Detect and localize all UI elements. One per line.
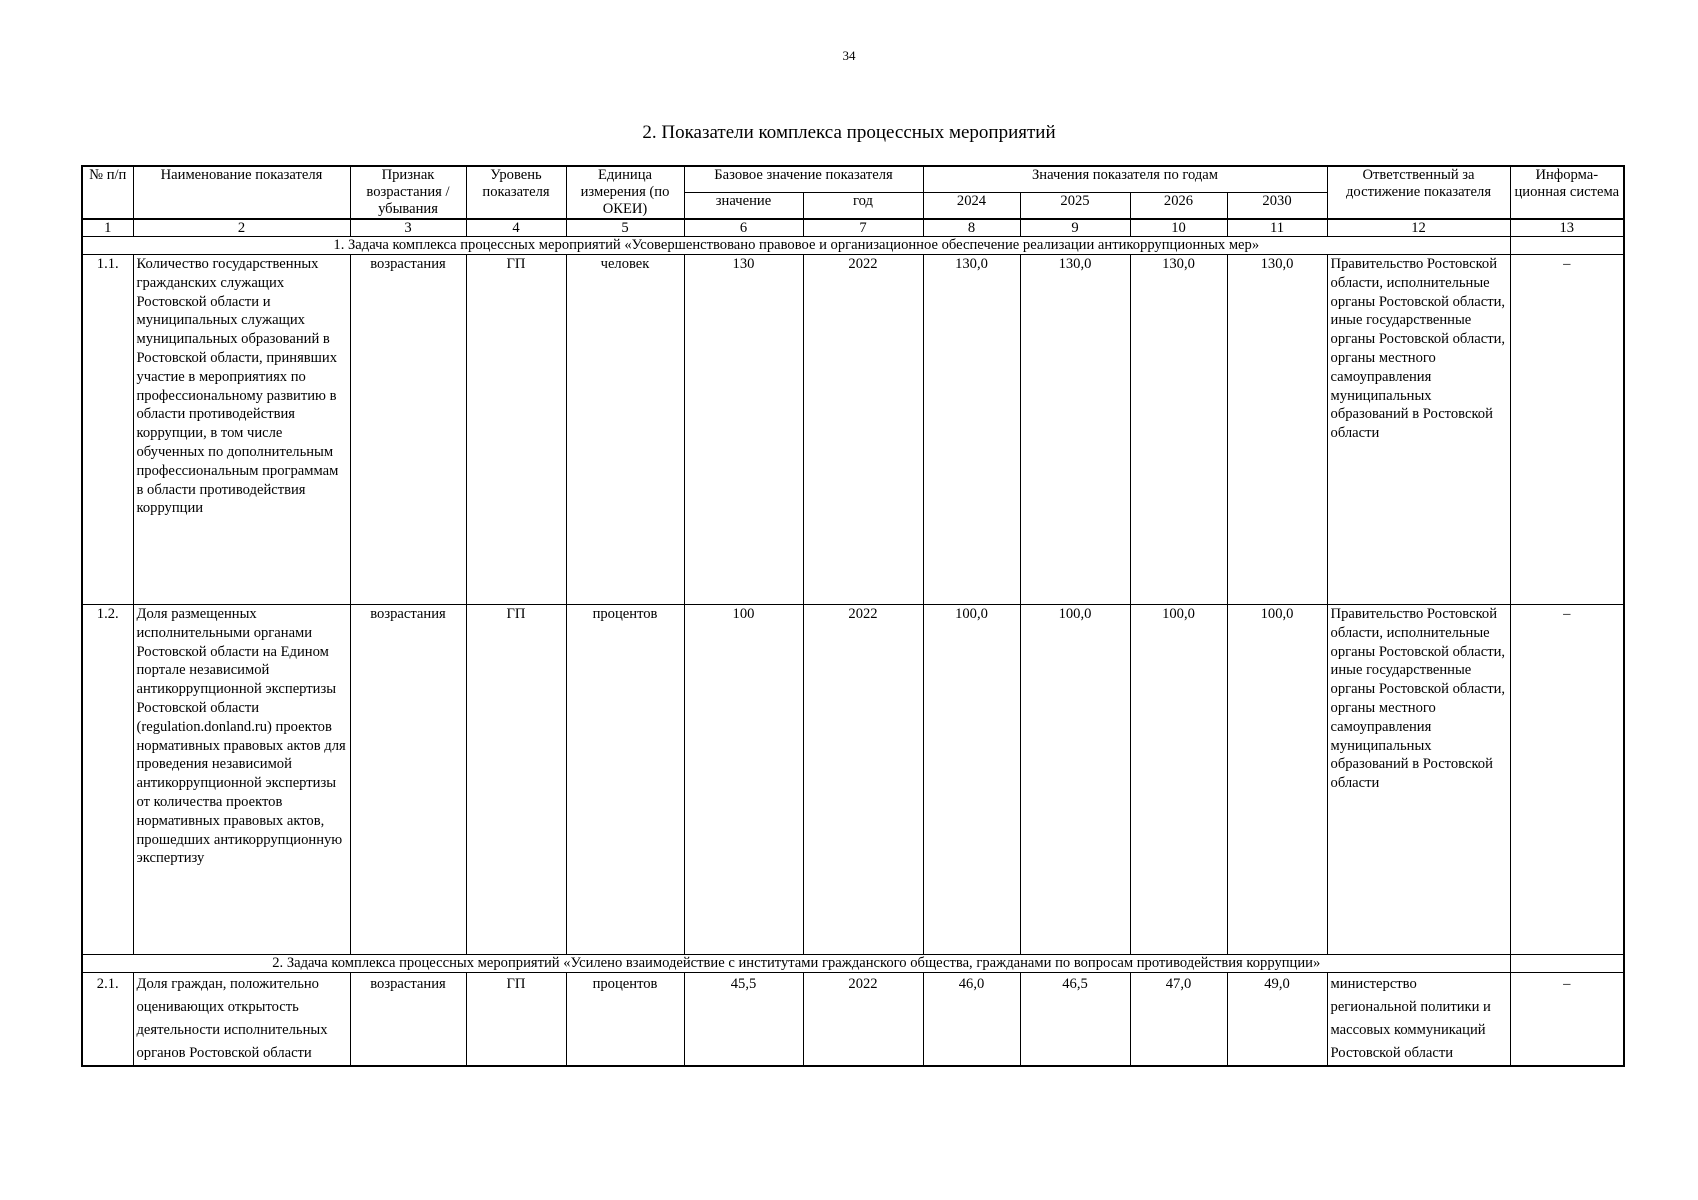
value-2024: 46,0 [923,973,1020,1067]
column-number: 11 [1227,219,1327,237]
indicator-name: Количество государственных гражданских служащих Ростовской области и муниципальных служащих муниципальных образований в Ростовской области, принявших участие в мероприятиях по профессиональному развитию в области противодействия коррупции, в том числе обученных по дополнительным профессиональным программам в области противодействия коррупции [133,255,350,605]
task-heading-row [82,955,1624,973]
indicator-level: ГП [466,605,566,955]
header-year-2024: 2024 [923,193,1020,220]
column-numbers-row [82,219,1624,237]
header-name: Наименование показателя [133,166,350,219]
base-year: 2022 [803,255,923,605]
indicator-name: Доля размещенных исполнительными органами Ростовской области на Едином портале независимой антикоррупционной экспертизы Ростовской области (regulation.donland.ru) проектов нормативных правовых актов для проведения независимой антикоррупционной экспертизы от количества проектов нормативных правовых актов, прошедших антикоррупционную экспертизу [133,605,350,955]
value-2026: 100,0 [1130,605,1227,955]
table-row [82,605,1624,955]
header-responsible: Ответственный за достижение показателя [1327,166,1510,219]
indicator-sign: возрастания [350,605,466,955]
base-value: 45,5 [684,973,803,1067]
header-unit: Единица измерения (по ОКЕИ) [566,166,684,219]
header-level: Уровень показателя [466,166,566,219]
value-2024: 100,0 [923,605,1020,955]
value-2026: 47,0 [1130,973,1227,1067]
column-number: 12 [1327,219,1510,237]
info-system: – [1510,605,1624,955]
page-number: 34 [842,48,856,63]
header-sign: Признак возрастания / убывания [350,166,466,219]
value-2030: 49,0 [1227,973,1327,1067]
info-system: – [1510,255,1624,605]
table-row [82,255,1624,605]
task-title: 1. Задача комплекса процессных мероприятий «Усовершенствовано правовое и организационное обеспечение реализации антикоррупционных мер» [82,237,1510,255]
value-2024: 130,0 [923,255,1020,605]
header-year-2030: 2030 [1227,193,1327,220]
value-2026: 130,0 [1130,255,1227,605]
task-empty-cell [1510,955,1624,973]
column-number: 5 [566,219,684,237]
table-row [82,973,1624,1067]
value-2025: 130,0 [1020,255,1130,605]
row-num: 1.1. [82,255,133,605]
column-number: 9 [1020,219,1130,237]
value-2030: 100,0 [1227,605,1327,955]
indicator-unit: человек [566,255,684,605]
column-number: 3 [350,219,466,237]
value-2025: 100,0 [1020,605,1130,955]
task-heading-row [82,237,1624,255]
info-system: – [1510,973,1624,1067]
column-number: 2 [133,219,350,237]
header-num: № п/п [82,166,133,219]
indicator-name: Доля граждан, положительно оценивающих открытость деятельности исполнительных органов Ростовской области [133,973,350,1067]
indicator-level: ГП [466,255,566,605]
column-number: 10 [1130,219,1227,237]
header-year-2025: 2025 [1020,193,1130,220]
base-year: 2022 [803,973,923,1067]
indicator-unit: процентов [566,973,684,1067]
indicator-unit: процентов [566,605,684,955]
header-year-2026: 2026 [1130,193,1227,220]
header-base-group: Базовое значение показателя [684,166,923,193]
indicator-sign: возрастания [350,255,466,605]
task-title: 2. Задача комплекса процессных мероприятий «Усилено взаимодействие с институтами гражданского общества, гражданами по вопросам противодействия коррупции» [82,955,1510,973]
row-num: 1.2. [82,605,133,955]
responsible: Правительство Ростовской области, исполнительные органы Ростовской области, иные государственные органы Ростовской области, органы местного самоуправления муниципальных образований в Ростовской области [1327,255,1510,605]
indicators-table [81,165,1625,1067]
base-year: 2022 [803,605,923,955]
header-years-group: Значения показателя по годам [923,166,1327,193]
header-base-year: год [803,193,923,220]
column-number: 7 [803,219,923,237]
header-info-system: Информа-ционная система [1510,166,1624,219]
indicator-sign: возрастания [350,973,466,1067]
column-number: 1 [82,219,133,237]
header-base-value: значение [684,193,803,220]
task-empty-cell [1510,237,1624,255]
value-2030: 130,0 [1227,255,1327,605]
base-value: 100 [684,605,803,955]
column-number: 4 [466,219,566,237]
responsible: министерство региональной политики и массовых коммуникаций Ростовской области [1327,973,1510,1067]
responsible: Правительство Ростовской области, исполнительные органы Ростовской области, иные государственные органы Ростовской области, органы местного самоуправления муниципальных образований в Ростовской области [1327,605,1510,955]
page-title: 2. Показатели комплекса процессных мероприятий [642,122,1056,143]
value-2025: 46,5 [1020,973,1130,1067]
base-value: 130 [684,255,803,605]
column-number: 13 [1510,219,1624,237]
indicator-level: ГП [466,973,566,1067]
column-number: 6 [684,219,803,237]
row-num: 2.1. [82,973,133,1067]
column-number: 8 [923,219,1020,237]
